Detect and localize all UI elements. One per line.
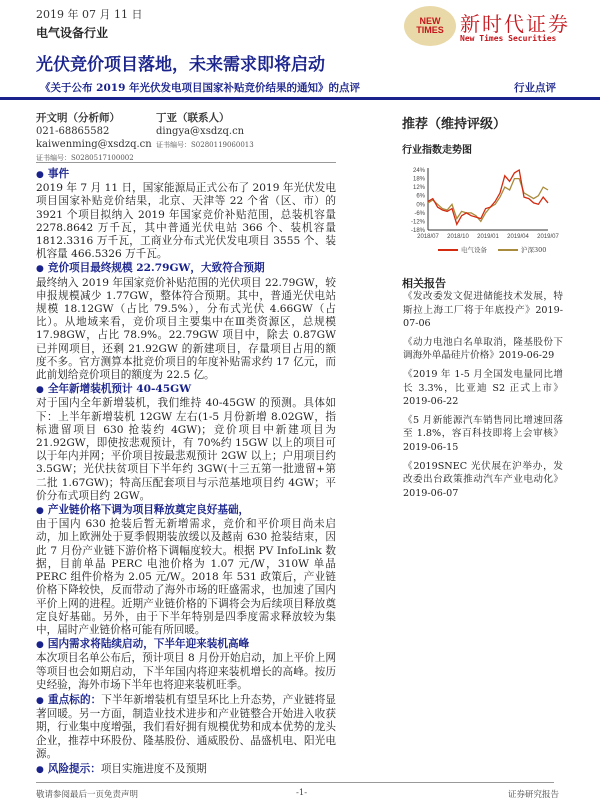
y-tick-label: 6% (416, 193, 425, 200)
related-reports-title: 相关报告 (402, 277, 446, 290)
report-subtitle: 《关于公布 2019 年光伏发电项目国家补贴竞价结果的通知》的点评 (40, 82, 361, 94)
x-tick-label: 2019/01 (477, 234, 499, 240)
section-text: 下半年新增装机有望呈环比上升态势，产业链将显著回暖。另一方面，制造业技术进步和产业链整合开始进入收获期，行业集中度增强，我们看好拥有规模优势和成本优势的龙头企业，推荐中环股份、隆基股份、通威股份、晶盛机电、阳光电源。 (36, 693, 336, 760)
section-text: 项目实施进度不及预期 (100, 762, 207, 775)
chart-title: 行业指数走势图 (402, 145, 472, 156)
section-text: 对于国内全年新增装机，我们维持 40-45GW 的预测。具体如下：上半年新增装机 12GW 左右(1-5 月份新增 8.02GW，指标遗留项目 630 抢装约 4GW)；竞价项目中新建项目为 21.92GW，即使按悲观预计，有 70%约 15GW 以上的项目可以于年内并网；平价项目按最悲观预计 2GW 以上；户用项目约 3.5GW；光伏扶贫项目下半年约 3GW(十三五第一批遗留+第二批 1.67GW)；特高压配套项目与示范基地项目约 4GW；平价分布式项目约 2GW。 (36, 397, 336, 502)
industry-label: 电气设备行业 (36, 26, 109, 40)
y-tick-label: -18% (410, 228, 425, 234)
x-tick-label: 2019/07 (537, 234, 559, 240)
related-report-link[interactable]: 《2019SNEC 光伏展在沪举办，发改委出台政策推动汽车产业电动化》2019-06-07 (403, 460, 563, 499)
report-type: 行业点评 (514, 82, 556, 94)
section-heading: ● 产业链价格下调为项目释放奠定良好基础， (36, 504, 336, 518)
section-5 (36, 694, 336, 761)
header-divider (0, 97, 600, 100)
x-tick-label: 2018/07 (417, 234, 439, 240)
x-tick-label: 2018/10 (447, 234, 469, 240)
legend-label: 沪深300 (521, 246, 547, 254)
report-date: 2019 年 07 月 11 日 (36, 8, 143, 21)
index-trend-chart (400, 160, 580, 260)
related-report-link[interactable]: 《5 月新能源汽车销售同比增速回落至 1.8%，容百科技即将上会审核》2019-06-15 (403, 414, 563, 453)
section-text: 2019 年 7 月 11 日，国家能源局正式公布了 2019 年光伏发电项目国家补贴竞价结果，北京、天津等 22 个省（区、市）的 3921 个项目拟纳入 2019 年国家竞价补贴范围，总装机容量 2278.8642 万千瓦，其中普通光伏电站 366 个、装机容量 1812.3316 万千瓦，工商业分布式光伏发电项目 3555 个、装机容量 466.5326 万千瓦。 (36, 182, 336, 261)
section-heading: ● 国内需求将陆续启动，下半年迎来装机高峰 (36, 638, 336, 652)
author-email[interactable]: kaiwenming@xsdzq.cn (36, 139, 152, 150)
divider (36, 162, 336, 163)
author-email[interactable]: dingya@xsdzq.cn (156, 126, 245, 137)
y-tick-label: 24% (412, 168, 425, 174)
related-reports-list (403, 290, 563, 505)
section-heading: ● 风险提示： (36, 763, 101, 775)
section-text: 最终纳入 2019 年国家竞价补贴范围的光伏项目 22.79GW，较申报规模减少 1.77GW，整体符合预期。其中，普通光伏电站规模 18.12GW（占比 79.5%），分布式光伏 4.66GW（占比）。从地域来看，竞价项目主要集中在Ⅲ类资源区，总规模 17.98GW，占比 78.9%。22.79GW 项目中，除去 0.87GW 已并网项目，还剩 21.92GW 的新建项目，存量项目占用的额度不多。官方测算本批竞价项目的年度补贴需求约 17 亿元，而此前划给竞价项目的额度为 22.5 亿。 (36, 276, 336, 382)
report-title: 光伏竞价项目落地，未来需求即将启动 (36, 55, 325, 75)
page-number: -1- (296, 788, 308, 798)
y-tick-label: 0% (416, 202, 425, 209)
brand-name: 新时代证券 (460, 12, 570, 36)
section-heading: ● 全年新增装机预计 40-45GW (36, 383, 336, 397)
footer-label: 证券研究报告 (508, 790, 560, 800)
report-body (36, 167, 336, 777)
y-tick-label: -6% (414, 210, 425, 217)
section-heading: ● 竞价项目最终规模 22.79GW，大致符合预期 (36, 262, 336, 276)
section-text: 由于国内 630 抢装后暂无新增需求，竞价和平价项目尚未启动，加上欧洲处于夏季假期装放缓以及越南 630 抢装结束，因此 7 月份产业链下游价格下调幅度较大。根据 PV InfoLink 数据，目前单晶 PERC 电池价格为 1.07 元/W，310W 单晶 PERC 组件价格为 2.05 元/W。2018 年 531 政策后，产业链价格下降较快，反而带动了海外市场的旺盛需求，也加速了国内平价上网的进程。近期产业链价格的下调将会为后续项目释放奠定良好基础。另外，由于下半年特别是四季度需求释放较为集中，届时产业链价格可能有所回暖。 (36, 518, 336, 636)
y-tick-label: 18% (412, 176, 425, 183)
y-tick-label: -12% (410, 219, 425, 226)
brand-name-en: New Times Securities (460, 34, 557, 43)
rating: 推荐（维持评级） (402, 117, 507, 132)
footer-disclaimer: 敬请参阅最后一页免责声明 (36, 790, 139, 800)
author-analyst: 开文明（分析师） 021-68865582 kaiwenming@xsdzq.cn 证书编号：S0280517100002 (36, 112, 152, 162)
related-report-link[interactable]: 《2019 年 1-5 月全国发电量同比增长 3.3%，比亚迪 S2 正式上市》2019-06-22 (403, 368, 563, 408)
company-logo: NEW TIMES (404, 6, 456, 46)
x-tick-label: 2019/04 (507, 234, 529, 240)
section-text: 本次项目名单公布后，预计项目 8 月份开始启动，加上平价上网等项目也会如期启动，下半年国内将迎来装机增长的高峰。按历史经验，海外市场下半年也将迎来装机旺季。 (36, 652, 336, 691)
section-6 (36, 763, 336, 777)
footer-divider (36, 782, 554, 783)
related-report-link[interactable]: 《动力电池白名单取消，隆基股份下调海外单晶硅片价格》2019-06-29 (403, 336, 563, 362)
section-heading: ● 重点标的： (36, 694, 101, 706)
author-contact: 丁亚（联系人） dingya@xsdzq.cn 证书编号：S0280119060013 (156, 112, 254, 149)
related-report-link[interactable]: 《发改委发文促进储能技术发展，特斯拉上海工厂将于年底投产》2019-07-06 (403, 291, 563, 330)
section-heading: ● 事件 (36, 168, 336, 182)
legend-label: 电气设备 (461, 246, 487, 254)
y-tick-label: 12% (412, 185, 425, 192)
